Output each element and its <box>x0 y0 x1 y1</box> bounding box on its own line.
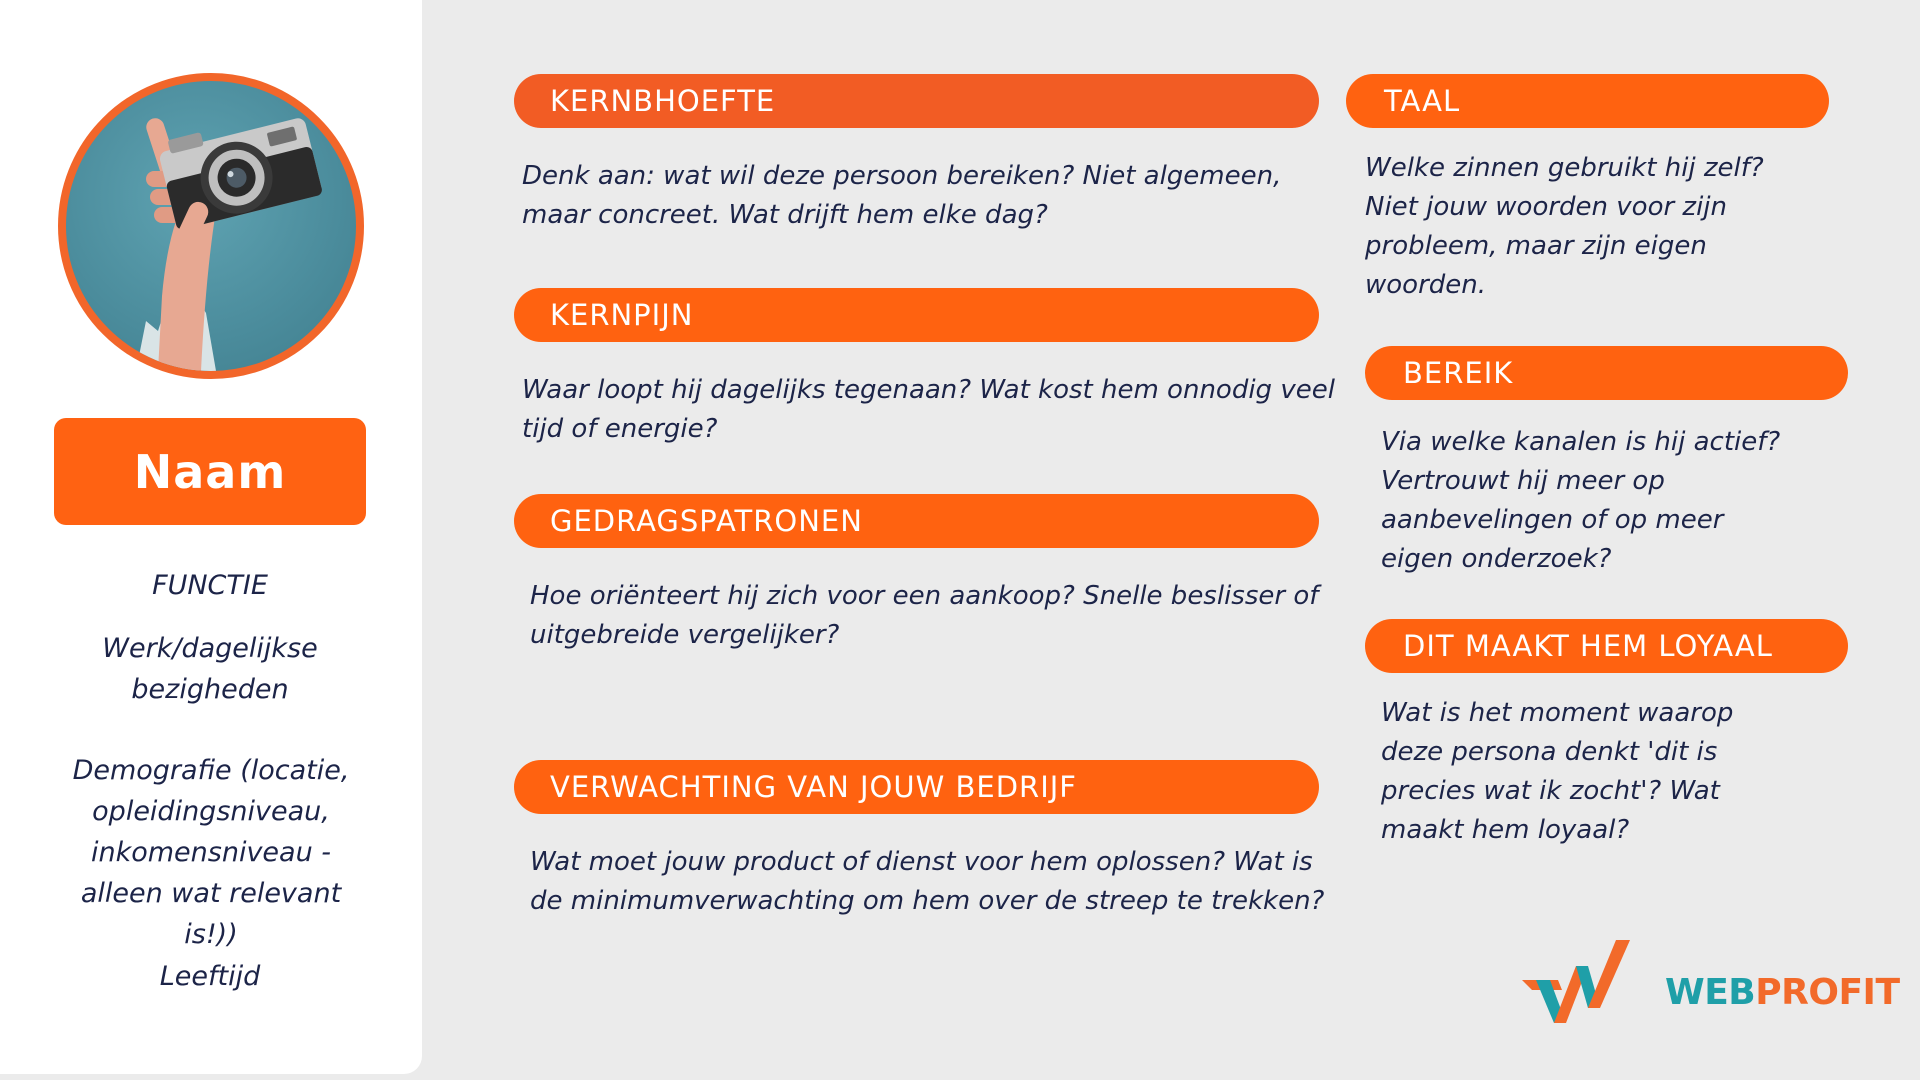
section-text-bereik: Via welke kanalen is hij actief? Vertrouwt hij meer op aanbevelingen of op meer eigen onderzoek? <box>1381 427 1781 574</box>
section-header-bereik: BEREIK <box>1365 346 1848 400</box>
section-text-verwachting: Wat moet jouw product of dienst voor hem oplossen? Wat is de minimumverwachting om hem over de streep te trekken? <box>530 847 1325 916</box>
logo-mark-stroke-4 <box>1588 940 1630 1008</box>
persona-work: Werk/dagelijkse bezigheden <box>102 633 318 705</box>
logo-wordmark-profit: PROFIT <box>1755 972 1900 1013</box>
section-text-loyaal: Wat is het moment waarop deze persona denkt 'dit is precies wat ik zocht'? Wat maakt hem loyaal? <box>1381 698 1734 845</box>
persona-age: Leeftijd <box>159 961 261 992</box>
logo-wordmark <box>1665 972 1900 1013</box>
section-text-kernbehoefte: Denk aan: wat wil deze persoon bereiken? Niet algemeen, maar concreet. Wat drijft hem elke dag? <box>522 161 1282 230</box>
logo-wordmark-web: WEB <box>1665 972 1756 1013</box>
section-text-taal: Welke zinnen gebruikt hij zelf? Niet jouw woorden voor zijn probleem, maar zijn eigen woorden. <box>1365 153 1764 300</box>
section-header-kernpijn: KERNPIJN <box>514 288 1319 342</box>
persona-photo <box>58 73 364 379</box>
section-header-gedragspatronen: GEDRAGSPATRONEN <box>514 494 1319 548</box>
section-header-taal: TAAL <box>1346 74 1829 128</box>
section-header-kernbehoefte: KERNBHOEFTE <box>514 74 1319 128</box>
camera-hand-image <box>66 81 356 371</box>
persona-name: Naam <box>54 418 366 525</box>
section-text-gedragspatronen: Hoe oriënteert hij zich voor een aankoop? Snelle beslisser of uitgebreide vergelijker? <box>530 581 1319 650</box>
section-header-loyaal: DIT MAAKT HEM LOYAAL <box>1365 619 1848 673</box>
section-header-verwachting: VERWACHTING VAN JOUW BEDRIJF <box>514 760 1319 814</box>
persona-function: FUNCTIE <box>152 570 268 601</box>
persona-demographics: Demografie (locatie, opleidingsniveau, inkomensniveau - alleen wat relevant is!)) <box>72 755 350 950</box>
section-text-kernpijn: Waar loopt hij dagelijks tegenaan? Wat kost hem onnodig veel tijd of energie? <box>522 375 1335 444</box>
